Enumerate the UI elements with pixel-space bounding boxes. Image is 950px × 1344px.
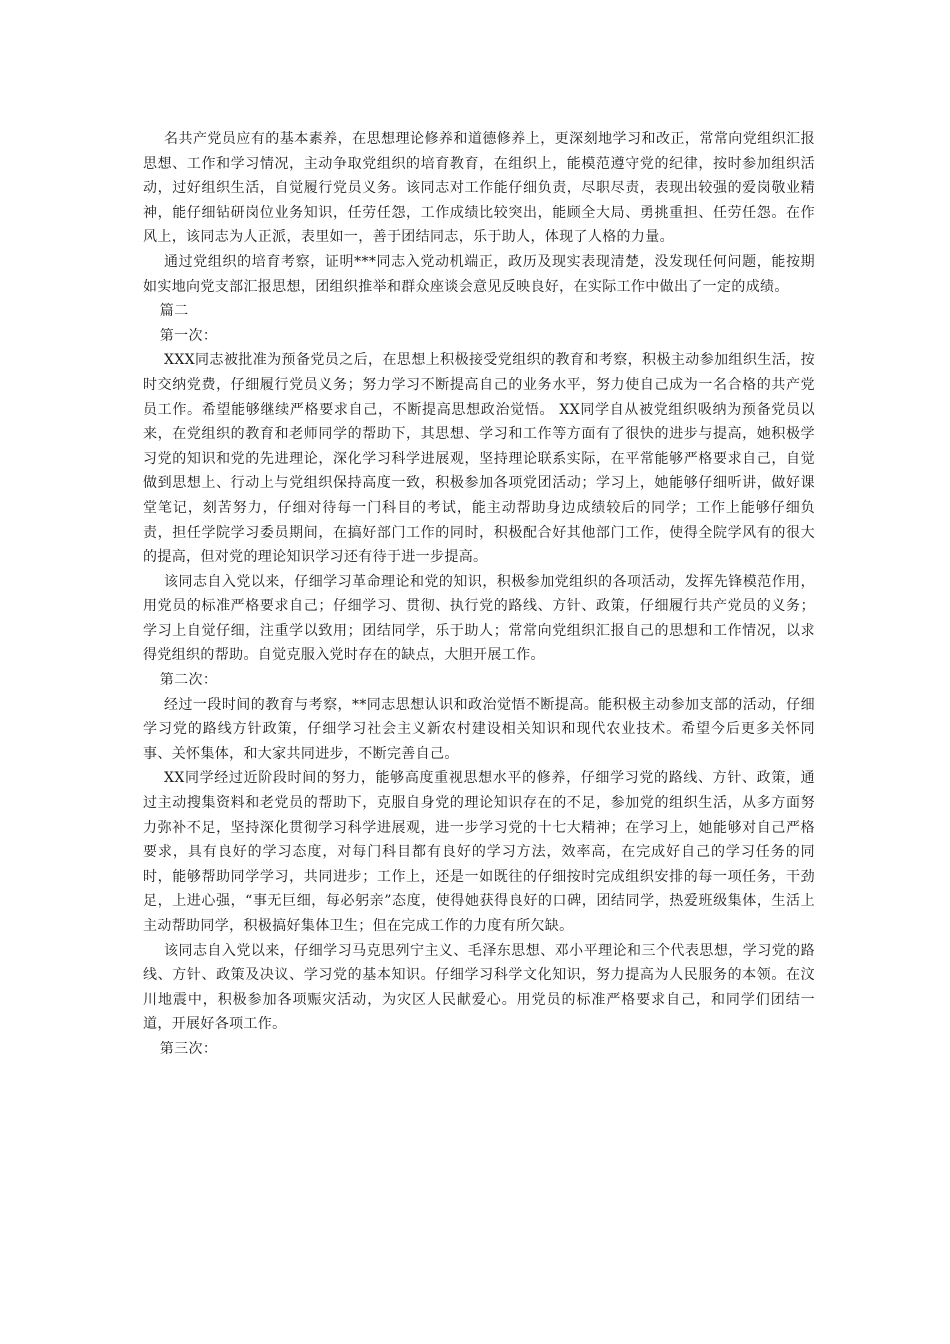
subheading-third: 第三次：: [159, 1040, 218, 1057]
paragraph-2: 通过党组织的培育考察，证明***同志入党动机端正，政历及现实表现清楚，没发现任何问题，能按期如实地向党支部汇报思想，团组织推举和群众座谈会意见反映良好，在实际工作中做出了一定的成绩。: [143, 253, 815, 295]
paragraph-3: XXX同志被批准为预备党员之后，在思想上积极接受党组织的教育和考察，积极主动参加组织生活，按时交纳党费，仔细履行党员义务；努力学习不断提高自己的业务水平，努力使自己成为一名合格的共产党员工作。希望能够继续严格要求自己，不断提高思想政治觉悟。 XX同学自从被党组织吸纳为预备党员以来，在党组织的教育和老师同学的帮助下，其思想、学习和工作等方面有了很快的进步与提高，她积极学习党的知识和党的先进理论，深化学习科学进展观，坚持理论联系实际，在平常能够严格要求自己，自觉做到思想上、行动上与党组织保持高度一致，积极参加各项党团活动；学习上，她能够仔细听讲，做好课堂笔记，刻苦努力，仔细对待每一门科目的考试，能主动帮助身边成绩较后的同学；工作上能够仔细负责，担任学院学习委员期间，在搞好部门工作的同时，积极配合好其他部门工作，使得全院学风有的很大的提高，但对党的理论知识学习还有待于进一步提高。: [143, 352, 815, 566]
section-title-part-two: 篇二: [159, 303, 189, 320]
paragraph-7: 该同志自入党以来，仔细学习马克思列宁主义、毛泽东思想、邓小平理论和三个代表思想，学习党的路线、方针、政策及决议、学习党的基本知识。仔细学习科学文化知识，努力提高为人民服务的本领。在汶川地震中，积极参加各项赈灾活动，为灾区人民献爱心。用党员的标准严格要求自己，和同学们团结一道，开展好各项工作。: [143, 942, 815, 1033]
paragraph-6: XX同学经过近阶段时间的努力，能够高度重视思想水平的修养，仔细学习党的路线、方针、政策，通过主动搜集资料和老党员的帮助下，克服自身党的理论知识存在的不足，参加党的组织生活，从多方面努力弥补不足，坚持深化贯彻学习科学进展观，进一步学习党的十七大精神；在学习上，她能够对自己严格要求，具有良好的学习态度，对每门科目都有良好的学习方法，效率高，在完成好自己的学习任务的同时，能够帮助同学学习，共同进步；工作上，还是一如既往的仔细按时完成组织安排的每一项任务，干劲足，上进心强，“事无巨细，每必躬亲”态度，使得她获得良好的口碑，团结同学，热爱班级集体，生活上主动帮助同学，积极搞好集体卫生；但在完成工作的力度有所欠缺。: [143, 770, 815, 934]
paragraph-1: 名共产党员应有的基本素养，在思想理论修养和道德修养上，更深刻地学习和改正，常常向党组织汇报思想、工作和学习情况，主动争取党组织的培育教育，在组织上，能模范遵守党的纪律，按时参加组织活动，过好组织生活，自觉履行党员义务。该同志对工作能仔细负责，尽职尽责，表现出较强的爱岗敬业精神，能仔细钻研岗位业务知识，任劳任怨，工作成绩比较突出，能顾全大局、勇挑重担、任劳任怨。在作风上，该同志为人正派，表里如一，善于团结同志，乐于助人，体现了人格的力量。: [143, 131, 815, 246]
document-body: [143, 127, 815, 1062]
subheading-first: 第一次：: [159, 327, 218, 344]
paragraph-5: 经过一段时间的教育与考察，**同志思想认识和政治觉悟不断提高。能积极主动参加支部的活动，仔细学习党的路线方针政策，仔细学习社会主义新农村建设相关知识和现代农业技术。希望今后更多关怀同事、关怀集体，和大家共同进步，不断完善自己。: [143, 696, 815, 762]
subheading-second: 第二次：: [159, 672, 218, 689]
paragraph-4: 该同志自入党以来，仔细学习革命理论和党的知识，积极参加党组织的各项活动，发挥先锋模范作用，用党员的标准严格要求自己；仔细学习、贯彻、执行党的路线、方针、政策，仔细履行共产党员的义务；学习上自觉仔细，注重学以致用；团结同学，乐于助人；常常向党组织汇报自己的思想和工作情况，以求得党组织的帮助。自觉克服入党时存在的缺点，大胆开展工作。: [143, 573, 815, 664]
